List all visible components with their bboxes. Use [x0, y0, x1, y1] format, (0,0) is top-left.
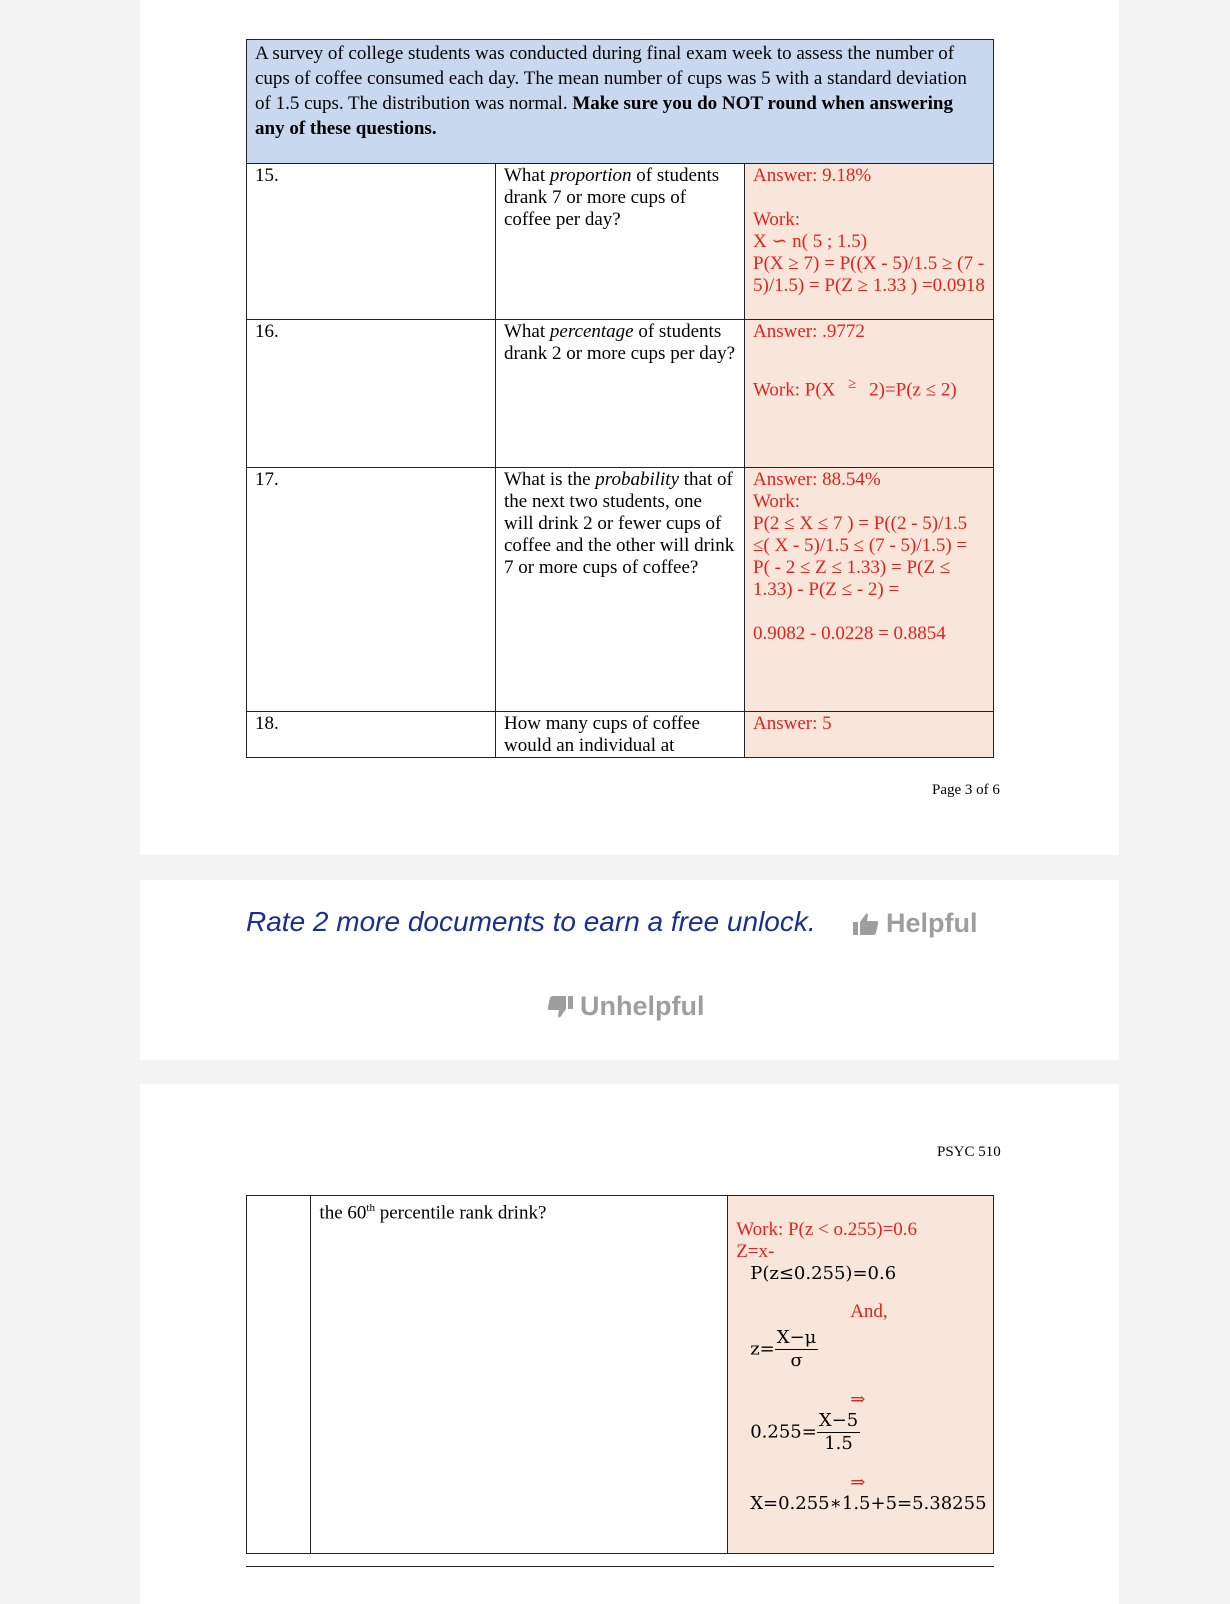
question-number: 18.	[247, 712, 496, 758]
answer-text: Answer: .9772	[753, 321, 865, 342]
question-text: How many cups of coffee would an individual at	[496, 712, 745, 758]
work-line: Work: P(X ≥ 2)=P(z ≤ 2)	[753, 376, 957, 401]
question-table-continued	[246, 1195, 994, 1554]
work-line: P(X ≥ 7) = P((X - 5)/1.5 ≥ (7 - 5)/1.5) = P(Z ≥ 1.33 ) =0.0918	[753, 253, 985, 296]
course-code: PSYC 510	[937, 1144, 1001, 1160]
work-line: Work: P(z < o.255)=0.6	[736, 1219, 918, 1240]
question-number-empty	[247, 1196, 311, 1554]
rate-prompt: Rate 2 more documents to earn a free unlock.	[246, 906, 816, 937]
and-label: And,	[850, 1301, 888, 1322]
equation: 0.255= $\frac{X-5}{1.5}$	[750, 1410, 859, 1454]
answer-text: Answer: 9.18%	[753, 165, 872, 186]
question-text: What is the probability that of the next two students, one will drink 2 or fewer cups of coffee and the other will drink 7 or more cups of coffee?	[496, 468, 745, 712]
question-row-17	[247, 468, 994, 712]
question-row-16	[247, 320, 994, 468]
thumbs-up-icon	[852, 912, 880, 936]
question-text: What proportion of students drank 7 or more cups of coffee per day?	[496, 164, 745, 320]
work-label: Work:	[753, 491, 801, 512]
intro-cell	[247, 40, 994, 164]
answer-cell	[745, 164, 994, 320]
document-page-3	[140, 0, 1119, 855]
question-text: What percentage of students drank 2 or more cups per day?	[496, 320, 745, 468]
answer-text: Answer: 5	[753, 713, 832, 734]
unhelpful-label: Unhelpful	[580, 991, 705, 1021]
helpful-label: Helpful	[886, 908, 978, 938]
question-table	[246, 39, 994, 758]
work-line: 0.9082 - 0.0228 = 0.8854	[753, 623, 946, 644]
question-text: the 60th percentile rank drink?	[311, 1196, 728, 1554]
answer-cell	[745, 320, 994, 468]
question-number: 16.	[247, 320, 496, 468]
z-formula: z= $\frac{X-\mu}{\sigma}$	[750, 1327, 817, 1371]
page-number: Page 3 of 6	[932, 782, 1000, 798]
answer-cell	[745, 712, 994, 758]
question-number: 17.	[247, 468, 496, 712]
question-number: 15.	[247, 164, 496, 320]
implies-arrow: ⇒	[850, 1389, 866, 1409]
intro-text: A survey of college students was conducted during final exam week to assess the number of cups of coffee consumed each day. The mean number of cups was 5 with a standard deviation of 1.5 cups. The distribution was normal.	[255, 43, 967, 114]
equation: X=0.255∗1.5+5=5.38255	[750, 1493, 987, 1514]
document-page-4	[140, 1084, 1119, 1604]
rating-panel	[140, 880, 1119, 1060]
helpful-button[interactable]	[852, 908, 978, 939]
answer-cell	[745, 468, 994, 712]
answer-text: Answer: 88.54%	[753, 469, 881, 490]
divider	[246, 1566, 994, 1567]
question-row-18	[247, 712, 994, 758]
work-line: X ∽ n( 5 ; 1.5)	[753, 231, 868, 252]
work-label: Work:	[753, 209, 801, 230]
thumbs-down-icon	[546, 995, 574, 1019]
question-row-18-continued	[247, 1196, 994, 1554]
intro-bold-note: Make sure you do NOT round when answering any of these questions.	[255, 93, 953, 139]
work-line: Z=x-	[736, 1241, 775, 1262]
answer-cell	[728, 1196, 994, 1554]
work-line: P(2 ≤ X ≤ 7 ) = P((2 - 5)/1.5 ≤( X - 5)/1.5 ≤ (7 - 5)/1.5) = P( - 2 ≤ Z ≤ 1.33) = P(Z ≤ 1.33) - P(Z ≤ - 2) =	[753, 513, 968, 600]
unhelpful-button[interactable]	[546, 991, 704, 1022]
implies-arrow: ⇒	[850, 1472, 866, 1492]
question-row-15	[247, 164, 994, 320]
equation: P(z≤0.255)=0.6	[750, 1263, 897, 1284]
